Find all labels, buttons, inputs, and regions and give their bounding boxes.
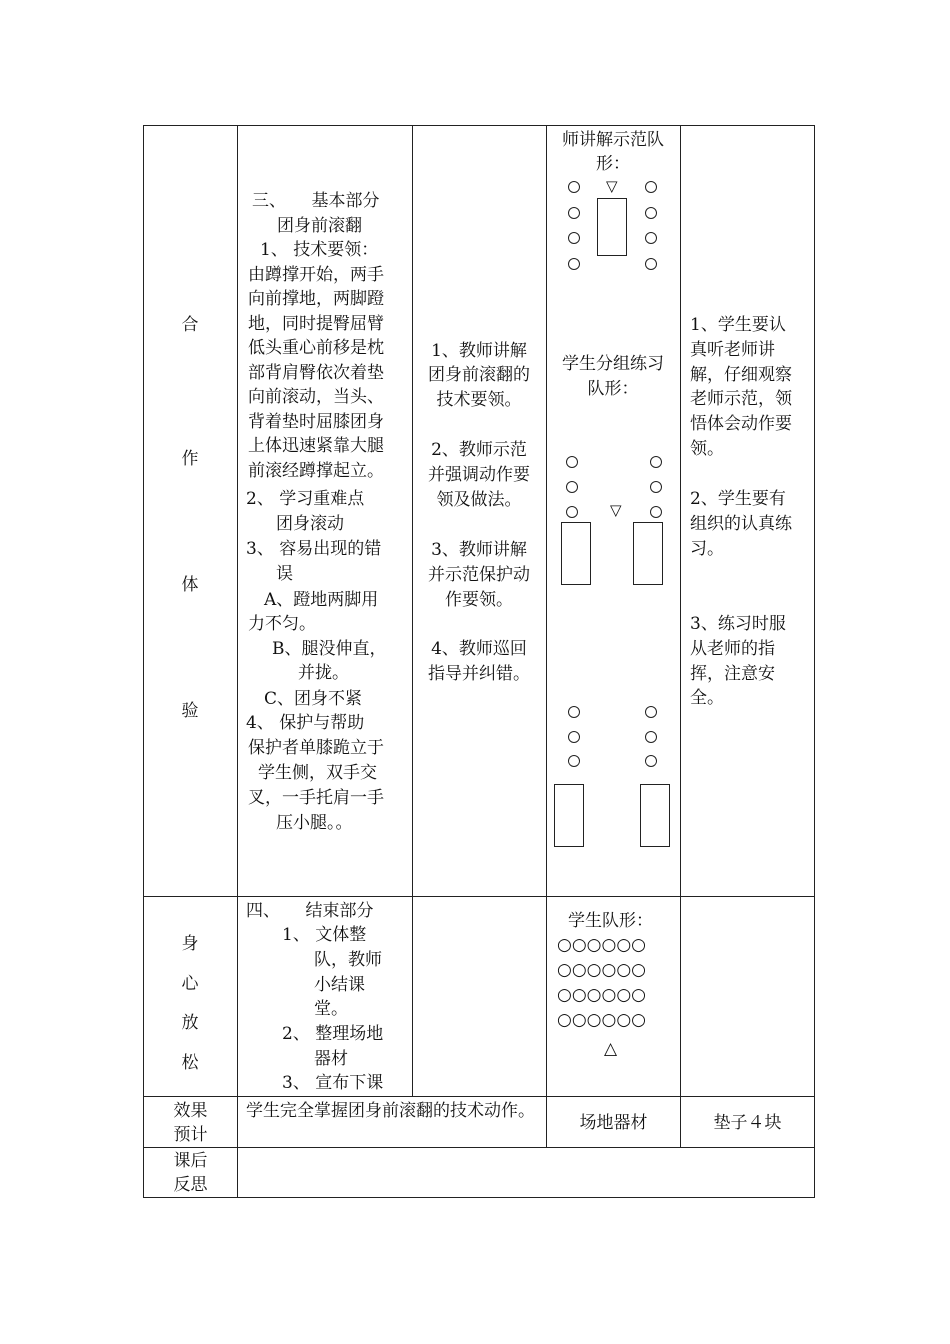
teacher-line: 技术要领。 bbox=[436, 390, 522, 410]
student-line: 领。 bbox=[690, 439, 724, 459]
teacher-line: 作要领。 bbox=[445, 590, 513, 610]
content-line: 团身滚动 bbox=[276, 514, 344, 534]
teacher-line: 领及做法。 bbox=[436, 490, 522, 510]
reflection-label: 课后 bbox=[173, 1151, 208, 1171]
row-divider-1 bbox=[143, 896, 815, 897]
expected-effect-label: 效果 bbox=[173, 1101, 208, 1121]
content-line: 压小腿。。 bbox=[276, 813, 353, 833]
label-char: 验 bbox=[181, 701, 199, 721]
student-line: 老师示范，领 bbox=[690, 389, 792, 409]
content-line: 3、 宣布下课 bbox=[282, 1073, 384, 1093]
teacher-line: 3、教师讲解 bbox=[431, 540, 527, 560]
col-divider-4 bbox=[680, 125, 681, 1148]
content-line: 2、 学习重难点 bbox=[246, 489, 365, 509]
content-line: 堂。 bbox=[314, 999, 348, 1019]
content-line: 队，教师 bbox=[314, 950, 382, 970]
teacher-line: 团身前滚翻的 bbox=[428, 365, 530, 385]
expected-effect-text: 学生完全掌握团身前滚翻的技术动作。 bbox=[246, 1101, 535, 1121]
mat-rect bbox=[633, 522, 663, 585]
student-circle-icon bbox=[568, 755, 580, 767]
content-line: 并拢。 bbox=[298, 663, 349, 683]
label-char: 合 bbox=[181, 315, 199, 335]
student-line: 2、学生要有 bbox=[690, 489, 786, 509]
student-circle-icon bbox=[645, 755, 657, 767]
content-line: 地，同时提臀屈臂 bbox=[248, 314, 384, 334]
formation-title: 学生队形： bbox=[568, 911, 653, 931]
col-divider-1 bbox=[237, 125, 238, 1198]
student-circle-icon bbox=[568, 181, 580, 193]
student-circle-icon bbox=[568, 258, 580, 270]
formation-title: 形： bbox=[596, 154, 630, 174]
student-circle-icon bbox=[650, 456, 662, 468]
student-circle-icon bbox=[645, 207, 657, 219]
teacher-line: 4、教师巡回 bbox=[431, 639, 527, 659]
student-circle-icon bbox=[566, 481, 578, 493]
teacher-triangle-icon: ▽ bbox=[610, 501, 622, 519]
col-divider-2 bbox=[412, 125, 413, 1097]
content-line: 前滚经蹲撑起立。 bbox=[248, 461, 384, 481]
content-line: 向前撑地，两脚蹬 bbox=[248, 289, 384, 309]
student-circle-row: ○○○○○○ bbox=[557, 960, 647, 980]
student-line: 真听老师讲 bbox=[690, 340, 775, 360]
student-circle-icon bbox=[650, 481, 662, 493]
label-char: 身 bbox=[181, 934, 199, 954]
label-char: 体 bbox=[181, 575, 199, 595]
student-line: 习。 bbox=[690, 539, 724, 559]
content-line: C、团身不紧 bbox=[264, 689, 363, 709]
content-line: 学生侧，双手交 bbox=[258, 763, 377, 783]
content-line: 力不匀。 bbox=[248, 614, 316, 634]
student-circle-row: ○○○○○○ bbox=[557, 1010, 647, 1030]
content-heading: 三、 基本部分 bbox=[252, 191, 380, 211]
student-circle-icon bbox=[566, 506, 578, 518]
label-char: 松 bbox=[181, 1053, 199, 1073]
teacher-triangle-icon: ▽ bbox=[606, 177, 618, 195]
content-line: 团身前滚翻 bbox=[277, 216, 362, 236]
mat-rect bbox=[554, 784, 584, 847]
teacher-line: 1、教师讲解 bbox=[431, 341, 527, 361]
table-border-bottom bbox=[143, 1197, 815, 1198]
student-circle-icon bbox=[568, 232, 580, 244]
content-line: 向前滚动，当头、 bbox=[248, 387, 384, 407]
content-line: 背着垫时屈膝团身 bbox=[248, 412, 384, 432]
content-line: 叉，一手托肩一手 bbox=[248, 788, 384, 808]
student-circle-icon bbox=[645, 181, 657, 193]
teacher-line: 并示范保护动 bbox=[428, 565, 530, 585]
student-line: 组织的认真练 bbox=[690, 514, 792, 534]
table-border-left bbox=[143, 125, 144, 1198]
table-border-top bbox=[143, 125, 815, 126]
content-line: 由蹲撑开始，两手 bbox=[248, 265, 384, 285]
content-line: A、蹬地两脚用 bbox=[264, 590, 379, 610]
student-circle-icon bbox=[645, 258, 657, 270]
mat-rect bbox=[561, 522, 591, 585]
content-line: 误 bbox=[276, 564, 293, 584]
content-line: 器材 bbox=[314, 1049, 348, 1069]
student-circle-icon bbox=[645, 232, 657, 244]
student-line: 从老师的指 bbox=[690, 639, 775, 659]
content-line: 保护者单膝跪立于 bbox=[248, 738, 384, 758]
content-line: 1、 技术要领： bbox=[260, 240, 379, 260]
table-border-right bbox=[814, 125, 815, 1198]
equipment-value: 垫子４块 bbox=[713, 1113, 782, 1133]
row-divider-2 bbox=[143, 1096, 815, 1097]
reflection-label: 反思 bbox=[173, 1175, 208, 1195]
content-line: 1、 文体整 bbox=[282, 925, 367, 945]
student-circle-icon bbox=[650, 506, 662, 518]
student-circle-icon bbox=[568, 207, 580, 219]
label-char: 放 bbox=[181, 1013, 199, 1033]
student-line: 悟体会动作要 bbox=[690, 414, 792, 434]
teacher-triangle-icon: △ bbox=[604, 1039, 618, 1059]
teacher-line: 指导并纠错。 bbox=[428, 664, 530, 684]
student-circle-icon bbox=[568, 731, 580, 743]
student-circle-row: ○○○○○○ bbox=[557, 985, 647, 1005]
label-char: 作 bbox=[181, 449, 199, 469]
student-line: 1、学生要认 bbox=[690, 315, 786, 335]
formation-title: 学生分组练习 bbox=[562, 354, 664, 374]
equipment-label: 场地器材 bbox=[579, 1113, 648, 1133]
student-line: 3、练习时服 bbox=[690, 614, 786, 634]
student-circle-icon bbox=[645, 731, 657, 743]
content-line: 4、 保护与帮助 bbox=[246, 713, 365, 733]
student-circle-icon bbox=[566, 456, 578, 468]
content-line: 2、 整理场地 bbox=[282, 1024, 384, 1044]
content-line: 小结课 bbox=[314, 975, 365, 995]
col-divider-3 bbox=[546, 125, 547, 1148]
student-line: 挥，注意安 bbox=[690, 664, 775, 684]
content-line: 部背肩臀依次着垫 bbox=[248, 363, 384, 383]
expected-effect-label: 预计 bbox=[173, 1125, 208, 1145]
row-divider-3 bbox=[143, 1147, 815, 1148]
formation-title: 队形： bbox=[587, 379, 639, 399]
formation-title: 师讲解示范队 bbox=[562, 130, 664, 150]
label-char: 心 bbox=[181, 974, 199, 994]
content-heading: 四、 结束部分 bbox=[246, 901, 374, 921]
student-circle-row: ○○○○○○ bbox=[557, 935, 647, 955]
content-line: 3、 容易出现的错 bbox=[246, 539, 382, 559]
mat-rect bbox=[597, 198, 627, 256]
teacher-line: 2、教师示范 bbox=[431, 440, 527, 460]
student-circle-icon bbox=[645, 706, 657, 718]
mat-rect bbox=[640, 784, 670, 847]
teacher-line: 并强调动作要 bbox=[428, 465, 530, 485]
content-line: B、腿没伸直， bbox=[272, 639, 387, 659]
content-line: 低头重心前移是枕 bbox=[248, 338, 384, 358]
content-line: 上体迅速紧靠大腿 bbox=[248, 436, 384, 456]
student-circle-icon bbox=[568, 706, 580, 718]
student-line: 解，仔细观察 bbox=[690, 365, 792, 385]
student-line: 全。 bbox=[690, 688, 724, 708]
